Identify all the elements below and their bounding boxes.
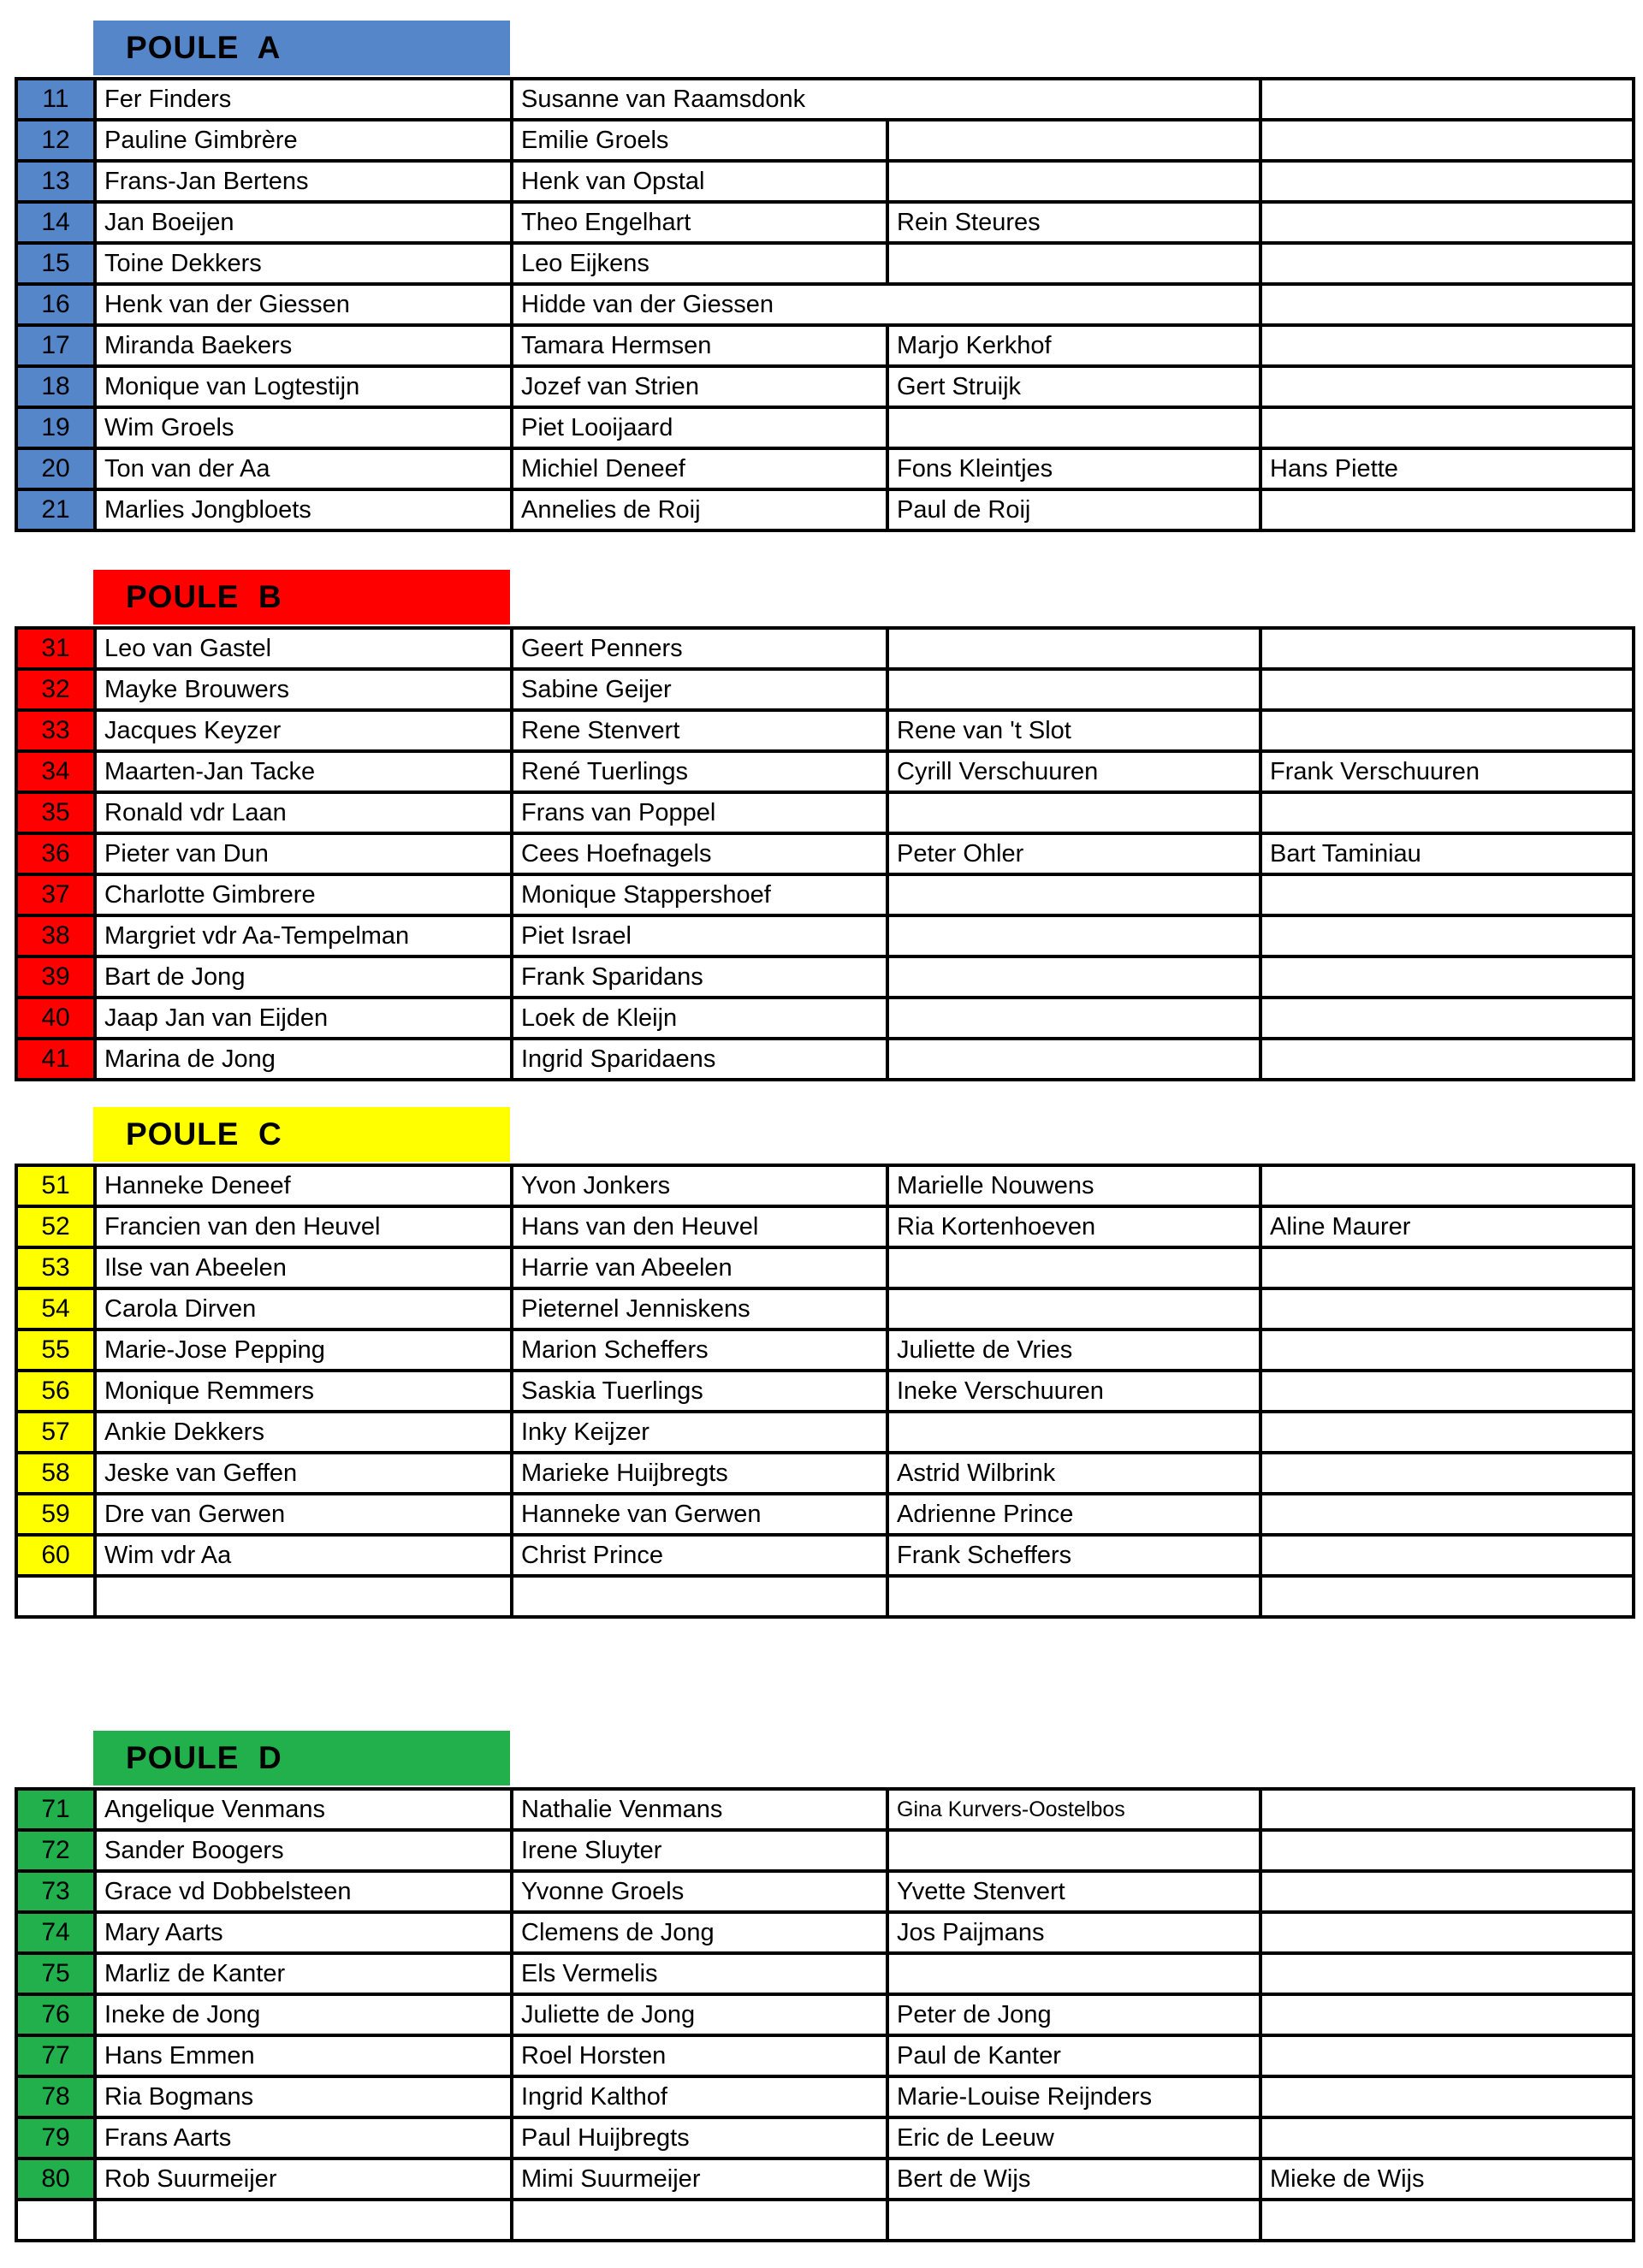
- player-cell: Henk van der Giessen: [95, 284, 512, 325]
- row-number-cell: 60: [16, 1535, 95, 1576]
- player-cell: [1260, 1165, 1634, 1206]
- player-cell: [887, 792, 1260, 833]
- player-cell: [1260, 710, 1634, 751]
- player-cell: Marjo Kerkhof: [887, 325, 1260, 366]
- player-cell: Maarten-Jan Tacke: [95, 751, 512, 792]
- row-number-cell: 11: [16, 79, 95, 120]
- player-cell: Mimi Suurmeijer: [512, 2158, 887, 2200]
- table-row: [16, 1789, 1634, 1830]
- player-cell: Sabine Geijer: [512, 669, 887, 710]
- poule-a-header: [93, 21, 510, 75]
- row-number-cell: 55: [16, 1329, 95, 1371]
- poule-d-table: [15, 1787, 1635, 2242]
- row-number-cell: 54: [16, 1288, 95, 1329]
- player-cell: Bart Taminiau: [1260, 833, 1634, 874]
- player-cell: Roel Horsten: [512, 2035, 887, 2076]
- row-number-cell: 21: [16, 489, 95, 530]
- table-row: [16, 2076, 1634, 2117]
- poule-c-title: POULE C: [126, 1116, 282, 1152]
- player-cell: Gert Struijk: [887, 366, 1260, 407]
- row-number-cell: 77: [16, 2035, 95, 2076]
- player-cell: Inky Keijzer: [512, 1412, 887, 1453]
- player-cell: [887, 2200, 1260, 2241]
- player-cell: Paul Huijbregts: [512, 2117, 887, 2158]
- player-cell: Rene Stenvert: [512, 710, 887, 751]
- player-cell: [1260, 1994, 1634, 2035]
- player-cell: [1260, 956, 1634, 998]
- player-cell: [1260, 2117, 1634, 2158]
- player-cell: Henk van Opstal: [512, 161, 887, 202]
- player-cell: Angelique Venmans: [95, 1789, 512, 1830]
- player-cell: [1260, 792, 1634, 833]
- player-cell: [1260, 1535, 1634, 1576]
- table-row: [16, 1371, 1634, 1412]
- row-number-cell: 12: [16, 120, 95, 161]
- player-cell: [512, 1576, 887, 1617]
- player-cell: Hanneke van Gerwen: [512, 1494, 887, 1535]
- player-cell: Theo Engelhart: [512, 202, 887, 243]
- player-cell: [1260, 1953, 1634, 1994]
- player-cell: Aline Maurer: [1260, 1206, 1634, 1247]
- player-cell: Rene van 't Slot: [887, 710, 1260, 751]
- player-cell: Leo van Gastel: [95, 628, 512, 669]
- table-row: [16, 1288, 1634, 1329]
- player-cell: [887, 874, 1260, 915]
- table-row: [16, 1165, 1634, 1206]
- player-cell: Els Vermelis: [512, 1953, 887, 1994]
- player-cell: Grace vd Dobbelsteen: [95, 1871, 512, 1912]
- table-row: [16, 1830, 1634, 1871]
- player-cell: Frans Aarts: [95, 2117, 512, 2158]
- row-number-cell: 71: [16, 1789, 95, 1830]
- table-row: [16, 1535, 1634, 1576]
- table-row: [16, 998, 1634, 1039]
- row-number-cell: 17: [16, 325, 95, 366]
- table-row: [16, 1412, 1634, 1453]
- player-cell: [1260, 1329, 1634, 1371]
- player-cell: [887, 998, 1260, 1039]
- player-cell: Ton van der Aa: [95, 448, 512, 489]
- table-row: [16, 2035, 1634, 2076]
- player-cell: Dre van Gerwen: [95, 1494, 512, 1535]
- player-cell: Michiel Deneef: [512, 448, 887, 489]
- player-cell: Emilie Groels: [512, 120, 887, 161]
- player-cell: Piet Israel: [512, 915, 887, 956]
- player-cell: [1260, 1789, 1634, 1830]
- table-row: [16, 120, 1634, 161]
- player-cell: Jan Boeijen: [95, 202, 512, 243]
- player-cell: Mary Aarts: [95, 1912, 512, 1953]
- table-row: [16, 325, 1634, 366]
- player-cell: Marina de Jong: [95, 1039, 512, 1080]
- player-cell: [95, 2200, 512, 2241]
- player-cell: Hans van den Heuvel: [512, 1206, 887, 1247]
- player-cell: [1260, 1412, 1634, 1453]
- table-row: [16, 792, 1634, 833]
- player-cell: [887, 1576, 1260, 1617]
- player-cell: Hans Emmen: [95, 2035, 512, 2076]
- player-cell: Marielle Nouwens: [887, 1165, 1260, 1206]
- poule-d-title: POULE D: [126, 1740, 282, 1775]
- player-cell: Eric de Leeuw: [887, 2117, 1260, 2158]
- table-row: [16, 1039, 1634, 1080]
- row-number-cell: 16: [16, 284, 95, 325]
- player-cell: Monique Stappershoef: [512, 874, 887, 915]
- row-number-cell: 57: [16, 1412, 95, 1453]
- player-cell: Marie-Jose Pepping: [95, 1329, 512, 1371]
- player-cell: Jacques Keyzer: [95, 710, 512, 751]
- row-number-cell: 59: [16, 1494, 95, 1535]
- poule-b-table: [15, 626, 1635, 1081]
- table-row: [16, 79, 1634, 120]
- row-number-cell: 51: [16, 1165, 95, 1206]
- row-number-cell: [16, 1576, 95, 1617]
- player-cell: Frank Verschuuren: [1260, 751, 1634, 792]
- table-row: [16, 366, 1634, 407]
- player-cell: [887, 243, 1260, 284]
- player-cell: Bert de Wijs: [887, 2158, 1260, 2200]
- player-cell: [887, 915, 1260, 956]
- poule-a-title: POULE A: [126, 30, 282, 65]
- row-number-cell: 74: [16, 1912, 95, 1953]
- row-number-cell: 14: [16, 202, 95, 243]
- table-row: [16, 1206, 1634, 1247]
- player-cell: [1260, 1871, 1634, 1912]
- player-cell: [887, 628, 1260, 669]
- player-cell: [1260, 874, 1634, 915]
- row-number-cell: 15: [16, 243, 95, 284]
- table-row: [16, 1994, 1634, 2035]
- row-number-cell: 76: [16, 1994, 95, 2035]
- row-number-cell: 53: [16, 1247, 95, 1288]
- player-cell: [1260, 325, 1634, 366]
- player-cell: [1260, 2200, 1634, 2241]
- player-cell: Toine Dekkers: [95, 243, 512, 284]
- player-cell: Ria Bogmans: [95, 2076, 512, 2117]
- player-cell: Piet Looijaard: [512, 407, 887, 448]
- table-row: [16, 1494, 1634, 1535]
- player-cell: Marieke Huijbregts: [512, 1453, 887, 1494]
- table-row: [16, 2200, 1634, 2241]
- table-row: [16, 448, 1634, 489]
- player-cell: Yvon Jonkers: [512, 1165, 887, 1206]
- player-cell: [887, 956, 1260, 998]
- player-cell: Wim vdr Aa: [95, 1535, 512, 1576]
- table-row: [16, 1453, 1634, 1494]
- player-cell: [887, 1288, 1260, 1329]
- player-cell: Yvonne Groels: [512, 1871, 887, 1912]
- player-cell: Frank Scheffers: [887, 1535, 1260, 1576]
- poule-b-title: POULE B: [126, 579, 282, 614]
- player-cell: Rob Suurmeijer: [95, 2158, 512, 2200]
- player-cell: Hidde van der Giessen: [512, 284, 1260, 325]
- player-cell: Pauline Gimbrère: [95, 120, 512, 161]
- player-cell: [887, 120, 1260, 161]
- player-cell: Cyrill Verschuuren: [887, 751, 1260, 792]
- player-cell: Cees Hoefnagels: [512, 833, 887, 874]
- player-cell: Fer Finders: [95, 79, 512, 120]
- player-cell: Paul de Roij: [887, 489, 1260, 530]
- player-cell: Yvette Stenvert: [887, 1871, 1260, 1912]
- player-cell: [95, 1576, 512, 1617]
- table-row: [16, 489, 1634, 530]
- player-cell: Frans van Poppel: [512, 792, 887, 833]
- player-cell: Pieternel Jenniskens: [512, 1288, 887, 1329]
- player-cell: [1260, 1576, 1634, 1617]
- row-number-cell: 18: [16, 366, 95, 407]
- player-cell: Ineke Verschuuren: [887, 1371, 1260, 1412]
- table-row: [16, 161, 1634, 202]
- table-row: [16, 669, 1634, 710]
- row-number-cell: 19: [16, 407, 95, 448]
- player-cell: [887, 1039, 1260, 1080]
- player-cell: Frank Sparidans: [512, 956, 887, 998]
- player-cell: [1260, 1288, 1634, 1329]
- player-cell: Charlotte Gimbrere: [95, 874, 512, 915]
- table-row: [16, 1912, 1634, 1953]
- player-cell: Tamara Hermsen: [512, 325, 887, 366]
- player-cell: [1260, 1039, 1634, 1080]
- player-cell: Fons Kleintjes: [887, 448, 1260, 489]
- player-cell: [887, 161, 1260, 202]
- player-cell: Jozef van Strien: [512, 366, 887, 407]
- table-row: [16, 956, 1634, 998]
- row-number-cell: 36: [16, 833, 95, 874]
- player-cell: [1260, 1830, 1634, 1871]
- table-row: [16, 284, 1634, 325]
- table-row: [16, 1329, 1634, 1371]
- row-number-cell: 38: [16, 915, 95, 956]
- player-cell: Marliz de Kanter: [95, 1953, 512, 1994]
- player-cell: Ineke de Jong: [95, 1994, 512, 2035]
- player-cell: Juliette de Vries: [887, 1329, 1260, 1371]
- player-cell: [1260, 628, 1634, 669]
- table-row: [16, 243, 1634, 284]
- player-cell: [1260, 489, 1634, 530]
- player-cell: Carola Dirven: [95, 1288, 512, 1329]
- player-cell: Pieter van Dun: [95, 833, 512, 874]
- table-row: [16, 202, 1634, 243]
- row-number-cell: 52: [16, 1206, 95, 1247]
- table-row: [16, 2158, 1634, 2200]
- player-cell: Jos Paijmans: [887, 1912, 1260, 1953]
- player-cell: [1260, 243, 1634, 284]
- poule-d-header: [93, 1731, 510, 1785]
- player-cell: Wim Groels: [95, 407, 512, 448]
- player-cell: Astrid Wilbrink: [887, 1453, 1260, 1494]
- player-cell: Ilse van Abeelen: [95, 1247, 512, 1288]
- player-cell: Mayke Brouwers: [95, 669, 512, 710]
- player-cell: Mieke de Wijs: [1260, 2158, 1634, 2200]
- player-cell: Peter de Jong: [887, 1994, 1260, 2035]
- row-number-cell: 39: [16, 956, 95, 998]
- player-cell: Ingrid Sparidaens: [512, 1039, 887, 1080]
- row-number-cell: 37: [16, 874, 95, 915]
- table-row: [16, 1247, 1634, 1288]
- row-number-cell: 35: [16, 792, 95, 833]
- player-cell: [1260, 79, 1634, 120]
- player-cell: Ankie Dekkers: [95, 1412, 512, 1453]
- row-number-cell: 79: [16, 2117, 95, 2158]
- table-row: [16, 751, 1634, 792]
- player-cell: Gina Kurvers-Oostelbos: [887, 1789, 1260, 1830]
- player-cell: [1260, 915, 1634, 956]
- player-cell: [1260, 2076, 1634, 2117]
- player-cell: [887, 1412, 1260, 1453]
- player-cell: Jaap Jan van Eijden: [95, 998, 512, 1039]
- player-cell: [1260, 1453, 1634, 1494]
- player-cell: René Tuerlings: [512, 751, 887, 792]
- player-cell: Irene Sluyter: [512, 1830, 887, 1871]
- player-cell: Christ Prince: [512, 1535, 887, 1576]
- table-row: [16, 1953, 1634, 1994]
- table-row: [16, 1576, 1634, 1617]
- player-cell: Margriet vdr Aa-Tempelman: [95, 915, 512, 956]
- row-number-cell: 75: [16, 1953, 95, 1994]
- player-cell: Geert Penners: [512, 628, 887, 669]
- player-cell: Adrienne Prince: [887, 1494, 1260, 1535]
- table-row: [16, 1871, 1634, 1912]
- player-cell: [1260, 1371, 1634, 1412]
- player-cell: Ria Kortenhoeven: [887, 1206, 1260, 1247]
- player-cell: [1260, 202, 1634, 243]
- row-number-cell: 73: [16, 1871, 95, 1912]
- row-number-cell: 40: [16, 998, 95, 1039]
- player-cell: [1260, 1247, 1634, 1288]
- table-row: [16, 628, 1634, 669]
- row-number-cell: 20: [16, 448, 95, 489]
- player-cell: Susanne van Raamsdonk: [512, 79, 1260, 120]
- player-cell: [887, 1830, 1260, 1871]
- table-row: [16, 2117, 1634, 2158]
- player-cell: Sander Boogers: [95, 1830, 512, 1871]
- player-cell: Monique van Logtestijn: [95, 366, 512, 407]
- row-number-cell: 13: [16, 161, 95, 202]
- table-row: [16, 710, 1634, 751]
- player-cell: Loek de Kleijn: [512, 998, 887, 1039]
- table-row: [16, 874, 1634, 915]
- player-cell: Peter Ohler: [887, 833, 1260, 874]
- row-number-cell: 33: [16, 710, 95, 751]
- row-number-cell: 32: [16, 669, 95, 710]
- player-cell: [1260, 161, 1634, 202]
- player-cell: [887, 407, 1260, 448]
- player-cell: Bart de Jong: [95, 956, 512, 998]
- player-cell: Marlies Jongbloets: [95, 489, 512, 530]
- player-cell: Clemens de Jong: [512, 1912, 887, 1953]
- row-number-cell: [16, 2200, 95, 2241]
- player-cell: [1260, 407, 1634, 448]
- player-cell: Nathalie Venmans: [512, 1789, 887, 1830]
- player-cell: Juliette de Jong: [512, 1994, 887, 2035]
- player-cell: [1260, 2035, 1634, 2076]
- player-cell: Francien van den Heuvel: [95, 1206, 512, 1247]
- table-row: [16, 407, 1634, 448]
- player-cell: [1260, 998, 1634, 1039]
- player-cell: Ronald vdr Laan: [95, 792, 512, 833]
- poule-c-table: [15, 1164, 1635, 1619]
- player-cell: Hanneke Deneef: [95, 1165, 512, 1206]
- player-cell: Monique Remmers: [95, 1371, 512, 1412]
- player-cell: Marie-Louise Reijnders: [887, 2076, 1260, 2117]
- table-row: [16, 915, 1634, 956]
- player-cell: [1260, 1494, 1634, 1535]
- player-cell: Jeske van Geffen: [95, 1453, 512, 1494]
- player-cell: [1260, 669, 1634, 710]
- row-number-cell: 72: [16, 1830, 95, 1871]
- player-cell: Harrie van Abeelen: [512, 1247, 887, 1288]
- player-cell: Saskia Tuerlings: [512, 1371, 887, 1412]
- player-cell: Annelies de Roij: [512, 489, 887, 530]
- player-cell: [887, 669, 1260, 710]
- player-cell: Frans-Jan Bertens: [95, 161, 512, 202]
- player-cell: [887, 1247, 1260, 1288]
- player-cell: Hans Piette: [1260, 448, 1634, 489]
- player-cell: [1260, 120, 1634, 161]
- player-cell: [1260, 1912, 1634, 1953]
- row-number-cell: 31: [16, 628, 95, 669]
- player-cell: Miranda Baekers: [95, 325, 512, 366]
- row-number-cell: 58: [16, 1453, 95, 1494]
- player-cell: [1260, 284, 1634, 325]
- player-cell: Paul de Kanter: [887, 2035, 1260, 2076]
- player-cell: [512, 2200, 887, 2241]
- player-cell: Ingrid Kalthof: [512, 2076, 887, 2117]
- player-cell: [887, 1953, 1260, 1994]
- player-cell: Marion Scheffers: [512, 1329, 887, 1371]
- row-number-cell: 41: [16, 1039, 95, 1080]
- row-number-cell: 78: [16, 2076, 95, 2117]
- poule-b-header: [93, 570, 510, 625]
- row-number-cell: 34: [16, 751, 95, 792]
- player-cell: [1260, 366, 1634, 407]
- table-row: [16, 833, 1634, 874]
- player-cell: Rein Steures: [887, 202, 1260, 243]
- row-number-cell: 80: [16, 2158, 95, 2200]
- player-cell: Leo Eijkens: [512, 243, 887, 284]
- poule-c-header: [93, 1107, 510, 1162]
- poule-a-table: [15, 77, 1635, 532]
- row-number-cell: 56: [16, 1371, 95, 1412]
